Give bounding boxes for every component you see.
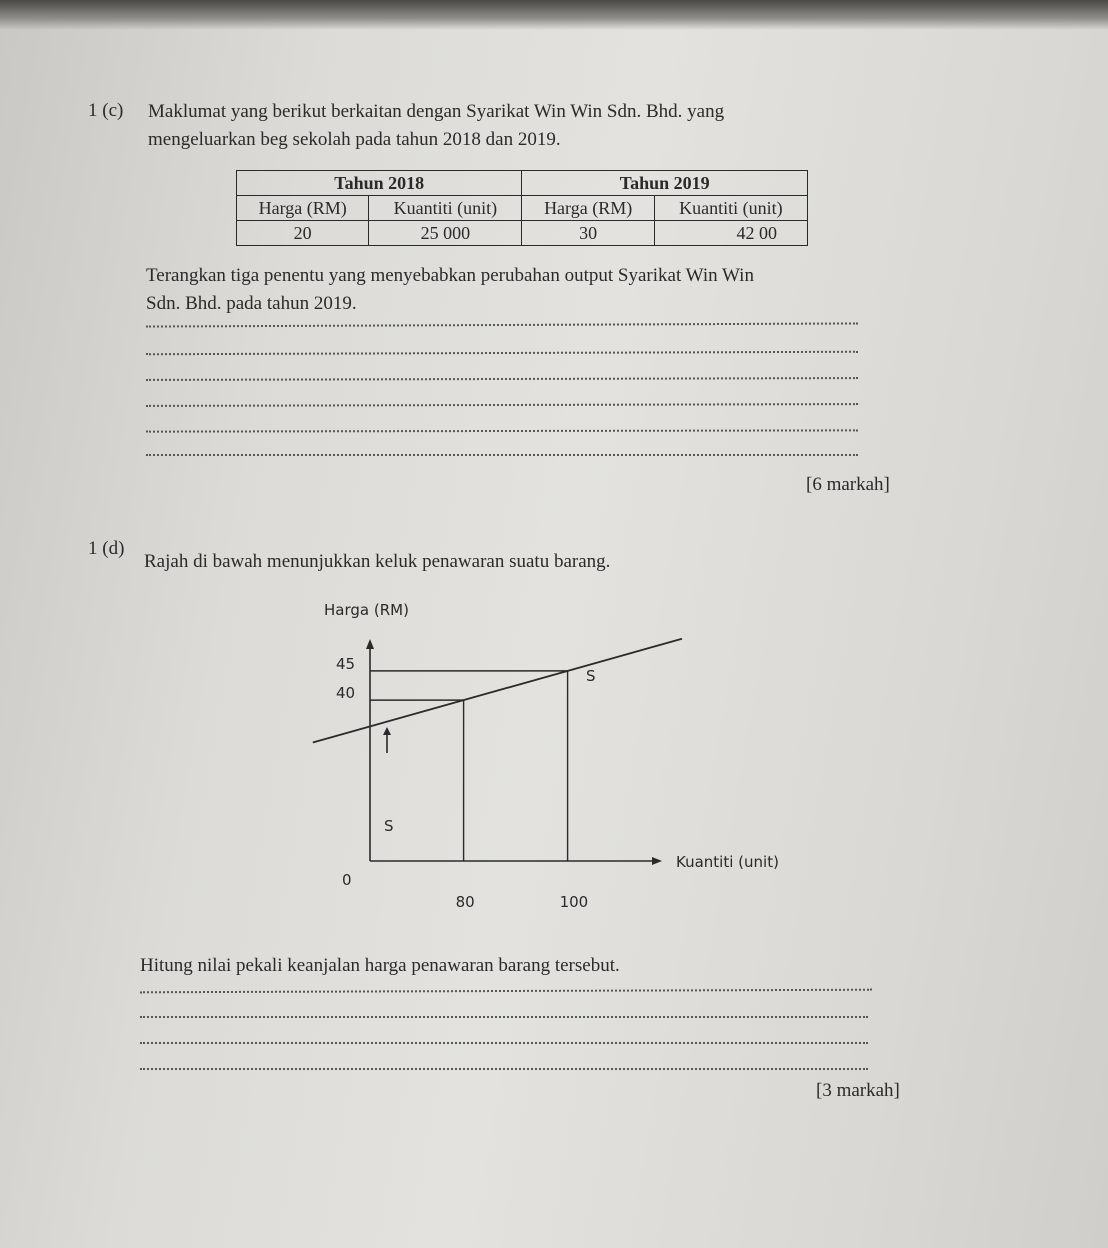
answer-line-1c-5[interactable] bbox=[146, 429, 858, 432]
page-shadow bbox=[0, 0, 1108, 30]
cell-harga-2018: 20 bbox=[237, 221, 369, 246]
col-header-kuantiti-2019: Kuantiti (unit) bbox=[654, 196, 807, 221]
answer-line-1d-3[interactable] bbox=[140, 1042, 868, 1044]
q1c-question-line2: Sdn. Bhd. pada tahun 2019. bbox=[146, 293, 357, 314]
header-year-2019: Tahun 2019 bbox=[522, 171, 808, 196]
x-axis-arrow-icon bbox=[652, 857, 662, 865]
y-tick-label: 45 bbox=[336, 654, 356, 673]
cell-kuantiti-2019: 42 00 bbox=[654, 221, 807, 246]
marks-1d: [3 markah] bbox=[816, 1080, 900, 1101]
y-tick-label: 40 bbox=[336, 684, 356, 703]
header-year-2018: Tahun 2018 bbox=[237, 171, 522, 196]
x-tick-label: 80 bbox=[455, 893, 475, 911]
col-header-harga-2019: Harga (RM) bbox=[522, 196, 654, 221]
answer-line-1d-4[interactable] bbox=[140, 1068, 868, 1070]
q1d-question: Hitung nilai pekali keanjalan harga penawaran barang tersebut. bbox=[140, 955, 620, 976]
origin-label: 0 bbox=[342, 871, 352, 889]
x-tick-label: 100 bbox=[559, 893, 589, 911]
answer-line-1c-3[interactable] bbox=[146, 377, 858, 381]
answer-line-1d-2[interactable] bbox=[140, 1016, 868, 1018]
q1c-question-line1: Terangkan tiga penentu yang menyebabkan perubahan output Syarikat Win Win bbox=[146, 265, 754, 286]
answer-line-1c-1[interactable] bbox=[146, 322, 858, 327]
supply-curve-line bbox=[313, 639, 682, 743]
cell-harga-2019: 30 bbox=[522, 221, 654, 246]
cell-kuantiti-2018: 25 000 bbox=[369, 221, 522, 246]
supply-curve-chart bbox=[300, 595, 820, 915]
x-axis-label: Kuantiti (unit) bbox=[676, 853, 779, 871]
curve-label-bottom: S bbox=[384, 817, 394, 835]
col-header-kuantiti-2018: Kuantiti (unit) bbox=[369, 196, 522, 221]
question-number-1d: 1 (d) bbox=[88, 538, 125, 559]
q1c-intro-line2: mengeluarkan beg sekolah pada tahun 2018 dan 2019. bbox=[148, 129, 561, 150]
y-axis-arrow-icon bbox=[366, 639, 374, 649]
answer-line-1c-6[interactable] bbox=[146, 454, 858, 456]
q1d-intro: Rajah di bawah menunjukkan keluk penawaran suatu barang. bbox=[144, 551, 611, 572]
marks-1c: [6 markah] bbox=[806, 474, 890, 495]
answer-line-1c-4[interactable] bbox=[146, 403, 858, 407]
y-axis-label: Harga (RM) bbox=[324, 601, 409, 619]
col-header-harga-2018: Harga (RM) bbox=[237, 196, 369, 221]
curve-label-top: S bbox=[586, 667, 596, 685]
q1c-intro-line1: Maklumat yang berikut berkaitan dengan Syarikat Win Win Sdn. Bhd. yang bbox=[148, 101, 725, 122]
data-table bbox=[236, 170, 808, 246]
plot-area bbox=[313, 639, 682, 911]
answer-line-1d-1[interactable] bbox=[140, 989, 872, 994]
arrow-up-icon bbox=[383, 727, 391, 735]
answer-line-1c-2[interactable] bbox=[146, 351, 858, 355]
question-number-1c: 1 (c) bbox=[88, 100, 124, 121]
